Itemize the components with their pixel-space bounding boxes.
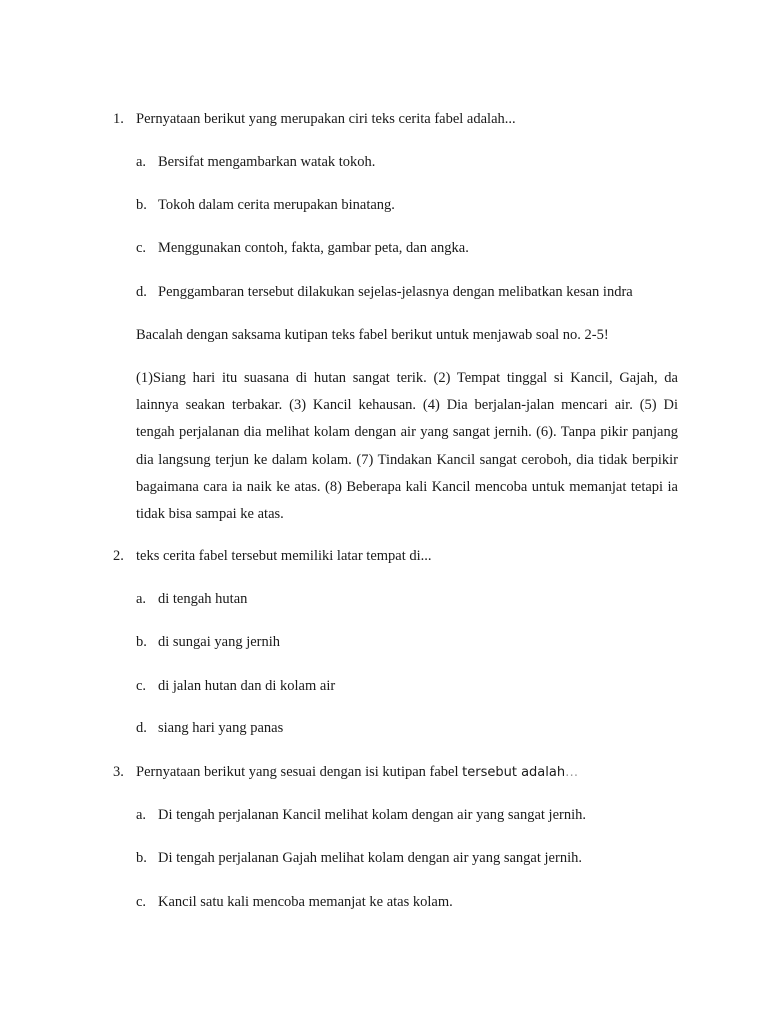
option-letter: d. — [136, 284, 147, 300]
option-letter: a. — [136, 807, 147, 823]
option-letter: a. — [136, 154, 147, 170]
question-text: teks cerita fabel tersebut memiliki latar tempat di... — [136, 548, 432, 564]
option-text: di tengah hutan — [158, 591, 248, 607]
option-text: siang hari yang panas — [158, 720, 284, 736]
option-text: di jalan hutan dan di kolam air — [158, 678, 336, 694]
option-letter: b. — [136, 634, 147, 650]
option-text: Di tengah perjalanan Kancil melihat kolam dengan air yang sangat jernih. — [158, 807, 586, 823]
option-text: Menggunakan contoh, fakta, gambar peta, dan angka. — [158, 240, 469, 256]
question-number: 2. — [113, 548, 124, 564]
option-text: Penggambaran tersebut dilakukan sejelas-jelasnya dengan melibatkan kesan indra — [158, 284, 633, 300]
option-letter: c. — [136, 678, 147, 694]
question-number: 1. — [113, 111, 124, 127]
option-letter: c. — [136, 240, 147, 256]
option-letter: c. — [136, 894, 147, 910]
question-ellipsis: … — [565, 765, 579, 780]
option-letter: d. — [136, 720, 147, 736]
question-text-tail: tersebut adalah — [462, 765, 566, 780]
option-text: Kancil satu kali mencoba memanjat ke atas kolam. — [158, 894, 453, 910]
option-letter: a. — [136, 591, 147, 607]
reading-instruction: Bacalah dengan saksama kutipan teks fabel berikut untuk menjawab soal no. 2-5! — [136, 327, 609, 343]
question-text — [136, 763, 578, 782]
fable-passage: (1)Siang hari itu suasana di hutan sangat terik. (2) Tempat tinggal si Kancil, Gajah, da lainnya seakan terbakar. (3) Kancil kehausan. (4) Dia berjalan-jalan mencari air. (5) Di tengah perjalanan dia melihat kolam dengan air yang sangat jernih. (6). Tanpa pikir panjang dia langsung terjun ke dalam kolam. (7) Tindakan Kancil sangat ceroboh, dia tidak berpikir bagaimana cara ia naik ke atas. (8) Beberapa kali Kancil mencoba untuk memanjat tetapi ia tidak bisa sampai ke atas. — [136, 370, 678, 523]
option-text: Di tengah perjalanan Gajah melihat kolam dengan air yang sangat jernih. — [158, 850, 582, 866]
option-text: di sungai yang jernih — [158, 634, 281, 650]
option-letter: b. — [136, 197, 147, 213]
question-text-main: Pernyataan berikut yang sesuai dengan isi kutipan fabel — [136, 764, 459, 780]
question-number: 3. — [113, 764, 124, 780]
option-letter: b. — [136, 850, 147, 866]
option-text: Tokoh dalam cerita merupakan binatang. — [158, 197, 395, 213]
question-text: Pernyataan berikut yang merupakan ciri teks cerita fabel adalah... — [136, 111, 516, 127]
option-text: Bersifat mengambarkan watak tokoh. — [158, 154, 376, 170]
